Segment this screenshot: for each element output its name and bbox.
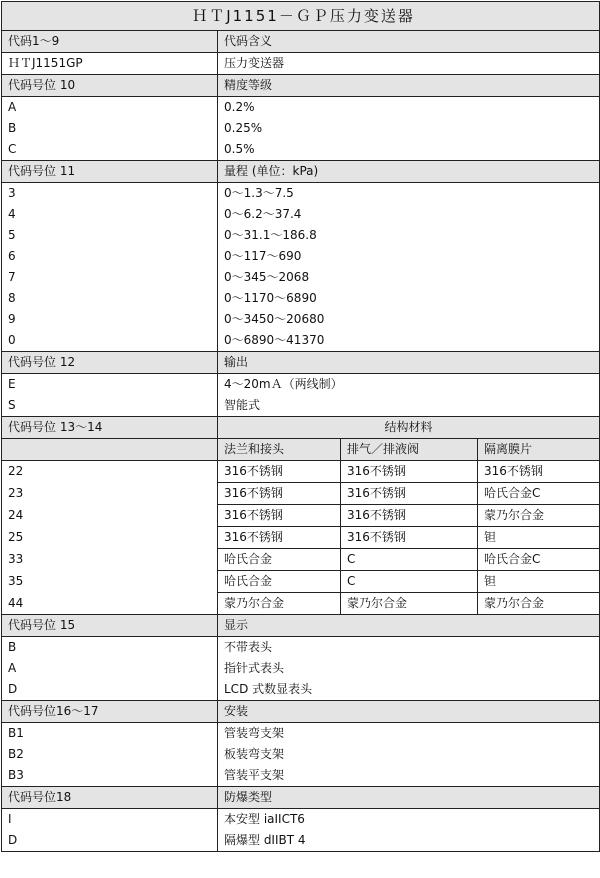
display-header-label: 显示	[218, 615, 600, 637]
table-row	[2, 571, 600, 593]
row-code: 25	[2, 527, 218, 549]
table-row	[2, 505, 600, 527]
vent-material: 316不锈钢	[341, 505, 478, 527]
row-value: 隔爆型 dIIBT 4	[218, 830, 600, 852]
row-code: C	[2, 139, 218, 161]
row-value: 0.5%	[218, 139, 600, 161]
table-row	[2, 246, 600, 267]
row-value: 管装弯支架	[218, 723, 600, 745]
row-value: 0～1170～6890	[218, 288, 600, 309]
row-code: B	[2, 118, 218, 139]
material-header-code: 代码号位 13～14	[2, 417, 218, 439]
flange-material: 哈氏合金	[218, 549, 341, 571]
row-code: B3	[2, 765, 218, 787]
range-header-label: 量程 (单位：kPa)	[218, 161, 600, 183]
meaning-header: 代码含义	[218, 31, 600, 53]
row-value: 0～6890～41370	[218, 330, 600, 352]
diaphragm-material: 316不锈钢	[478, 461, 600, 483]
mounting-header-label: 安装	[218, 701, 600, 723]
row-code: 6	[2, 246, 218, 267]
code-header: 代码1～9	[2, 31, 218, 53]
diaphragm-material: 蒙乃尔合金	[478, 505, 600, 527]
row-code: 9	[2, 309, 218, 330]
row-value: 0～1.3～7.5	[218, 183, 600, 205]
table-row	[2, 330, 600, 352]
row-code: 0	[2, 330, 218, 352]
table-row	[2, 461, 600, 483]
row-code: 35	[2, 571, 218, 593]
table-row	[2, 658, 600, 679]
flange-material: 蒙乃尔合金	[218, 593, 341, 615]
row-value: 0～31.1～186.8	[218, 225, 600, 246]
flange-material: 316不锈钢	[218, 461, 341, 483]
material-subheader-spacer	[2, 439, 218, 461]
row-code: 44	[2, 593, 218, 615]
spec-sheet	[1, 1, 599, 852]
row-code: D	[2, 830, 218, 852]
row-value: 不带表头	[218, 637, 600, 659]
vent-material: 316不锈钢	[341, 483, 478, 505]
row-value: 板装弯支架	[218, 744, 600, 765]
column-header-diaphragm: 隔离膜片	[478, 439, 600, 461]
table-row	[2, 723, 600, 745]
row-value: 0.25%	[218, 118, 600, 139]
row-value: 本安型 iaIICT6	[218, 809, 600, 831]
row-code: 22	[2, 461, 218, 483]
accuracy-header-code: 代码号位 10	[2, 75, 218, 97]
table-row	[2, 593, 600, 615]
row-code: B1	[2, 723, 218, 745]
row-value: 指针式表头	[218, 658, 600, 679]
table-row	[2, 809, 600, 831]
row-value: 智能式	[218, 395, 600, 417]
table-row	[2, 549, 600, 571]
table-row	[2, 225, 600, 246]
row-code: A	[2, 658, 218, 679]
vent-material: C	[341, 571, 478, 593]
table-row	[2, 744, 600, 765]
table-row	[2, 267, 600, 288]
row-value: 管装平支架	[218, 765, 600, 787]
row-value: 0～6.2～37.4	[218, 204, 600, 225]
table-row	[2, 204, 600, 225]
row-code: 33	[2, 549, 218, 571]
row-code: 23	[2, 483, 218, 505]
row-value: 4～20mＡ（两线制）	[218, 374, 600, 396]
row-value: LCD 式数显表头	[218, 679, 600, 701]
diaphragm-material: 哈氏合金C	[478, 483, 600, 505]
model-code: ＨＴJ1151GP	[2, 53, 218, 75]
column-header-vent: 排气／排液阀	[341, 439, 478, 461]
explosion-header-code: 代码号位18	[2, 787, 218, 809]
table-row	[2, 679, 600, 701]
table-row	[2, 637, 600, 659]
table-row	[2, 139, 600, 161]
material-header-label: 结构材料	[218, 417, 600, 439]
table-row	[2, 765, 600, 787]
display-header-code: 代码号位 15	[2, 615, 218, 637]
row-value: 0～117～690	[218, 246, 600, 267]
table-row	[2, 374, 600, 396]
output-header-code: 代码号位 12	[2, 352, 218, 374]
table-row	[2, 183, 600, 205]
row-code: B	[2, 637, 218, 659]
flange-material: 316不锈钢	[218, 483, 341, 505]
row-code: S	[2, 395, 218, 417]
table-row	[2, 118, 600, 139]
table-row	[2, 309, 600, 330]
column-header-flange: 法兰和接头	[218, 439, 341, 461]
flange-material: 哈氏合金	[218, 571, 341, 593]
row-value: 0～3450～20680	[218, 309, 600, 330]
row-code: 3	[2, 183, 218, 205]
table-row	[2, 527, 600, 549]
row-code: 24	[2, 505, 218, 527]
vent-material: 316不锈钢	[341, 461, 478, 483]
row-value: 0～345～2068	[218, 267, 600, 288]
table-row	[2, 288, 600, 309]
vent-material: C	[341, 549, 478, 571]
table-title: ＨＴJ1151－ＧＰ压力变送器	[2, 2, 600, 31]
model-code-table	[1, 1, 600, 852]
flange-material: 316不锈钢	[218, 527, 341, 549]
row-code: 5	[2, 225, 218, 246]
flange-material: 316不锈钢	[218, 505, 341, 527]
row-code: E	[2, 374, 218, 396]
row-code: D	[2, 679, 218, 701]
table-row	[2, 830, 600, 852]
diaphragm-material: 蒙乃尔合金	[478, 593, 600, 615]
mounting-header-code: 代码号位16～17	[2, 701, 218, 723]
range-header-code: 代码号位 11	[2, 161, 218, 183]
row-code: 7	[2, 267, 218, 288]
row-code: 8	[2, 288, 218, 309]
vent-material: 蒙乃尔合金	[341, 593, 478, 615]
row-code: B2	[2, 744, 218, 765]
model-meaning: 压力变送器	[218, 53, 600, 75]
output-header-label: 输出	[218, 352, 600, 374]
table-row	[2, 395, 600, 417]
diaphragm-material: 钽	[478, 571, 600, 593]
table-row	[2, 97, 600, 119]
table-row	[2, 483, 600, 505]
row-code: A	[2, 97, 218, 119]
explosion-header-label: 防爆类型	[218, 787, 600, 809]
diaphragm-material: 哈氏合金C	[478, 549, 600, 571]
row-code: I	[2, 809, 218, 831]
vent-material: 316不锈钢	[341, 527, 478, 549]
row-value: 0.2%	[218, 97, 600, 119]
diaphragm-material: 钽	[478, 527, 600, 549]
row-code: 4	[2, 204, 218, 225]
accuracy-header-label: 精度等级	[218, 75, 600, 97]
